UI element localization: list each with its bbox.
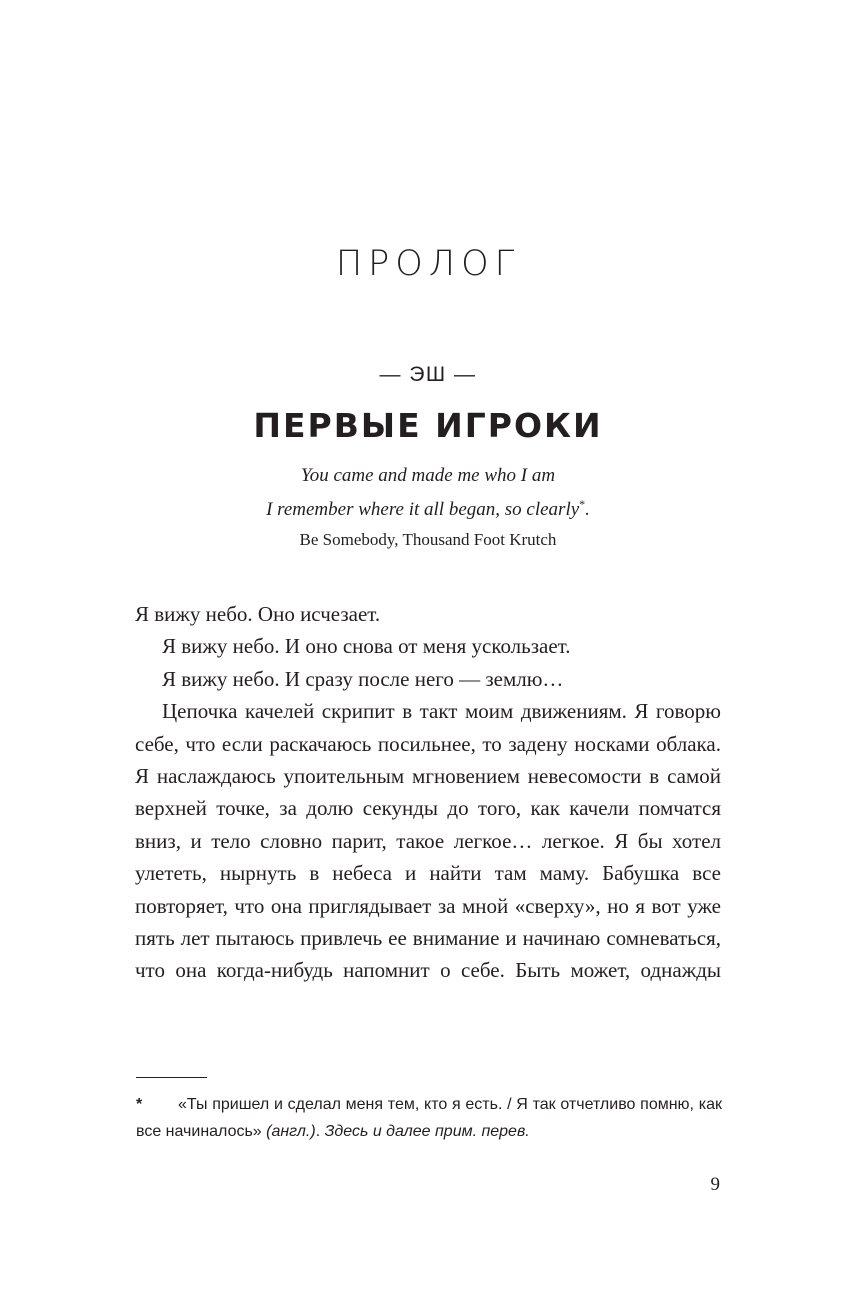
epigraph-line-2	[0, 490, 856, 524]
footnote-separator	[136, 1077, 207, 1078]
paragraph: Я вижу небо. Оно исчезает.	[135, 602, 381, 626]
chapter-title: ПЕРВЫЕ ИГРОКИ	[253, 406, 603, 445]
footnote-language-note: (англ.)	[261, 1123, 316, 1140]
paragraph: Я вижу небо. И сразу после него — землю…	[162, 666, 564, 691]
footnote	[136, 1091, 722, 1145]
part-title: ПРОЛОГ	[335, 244, 521, 284]
footnote-reference: *	[579, 497, 586, 511]
epigraph-line-1: You came and made me who I am	[300, 465, 556, 486]
chapter-narrator: — ЭШ —	[379, 363, 477, 386]
paragraph: Я вижу небо. И оно снова от меня ускользает.	[162, 634, 571, 659]
epigraph-line-2-text: I remember where it all began, so clearly	[266, 499, 580, 520]
paragraph: Цепочка качелей скрипит в такт моим движениям. Я говорю себе, что если раскачаюсь посильнее, то задену носками облака. Я наслаждаюсь упоительным мгновением невесомости в самой верхней точке, за долю секунды до того, как качели помчатся вниз, и тело словно парит, такое легкое… легкое. Я бы хотел улететь, нырнуть в небеса и найти там маму. Бабушка все повторяет, что она приглядывает за мной «сверху», но я вот уже пять лет пытаюсь привлечь ее внимание и начинаю сомневаться, что она когда-нибудь напомнит о себе. Быть может, однажды	[135, 699, 721, 983]
epigraph-line-2-end: .	[585, 499, 590, 520]
footnote-translation: «Ты пришел и сделал меня тем, кто я есть. / Я так отчетливо помню, как все начиналось»	[136, 1096, 722, 1140]
body-text	[135, 598, 721, 987]
footnote-punctuation: .	[315, 1123, 325, 1140]
page-number: 9	[710, 1174, 720, 1195]
footnote-mark: *	[136, 1096, 143, 1113]
epigraph	[0, 462, 856, 553]
footnote-translator-note: Здесь и далее прим. перев.	[324, 1123, 530, 1140]
epigraph-source: Be Somebody, Thousand Foot Krutch	[299, 530, 557, 549]
